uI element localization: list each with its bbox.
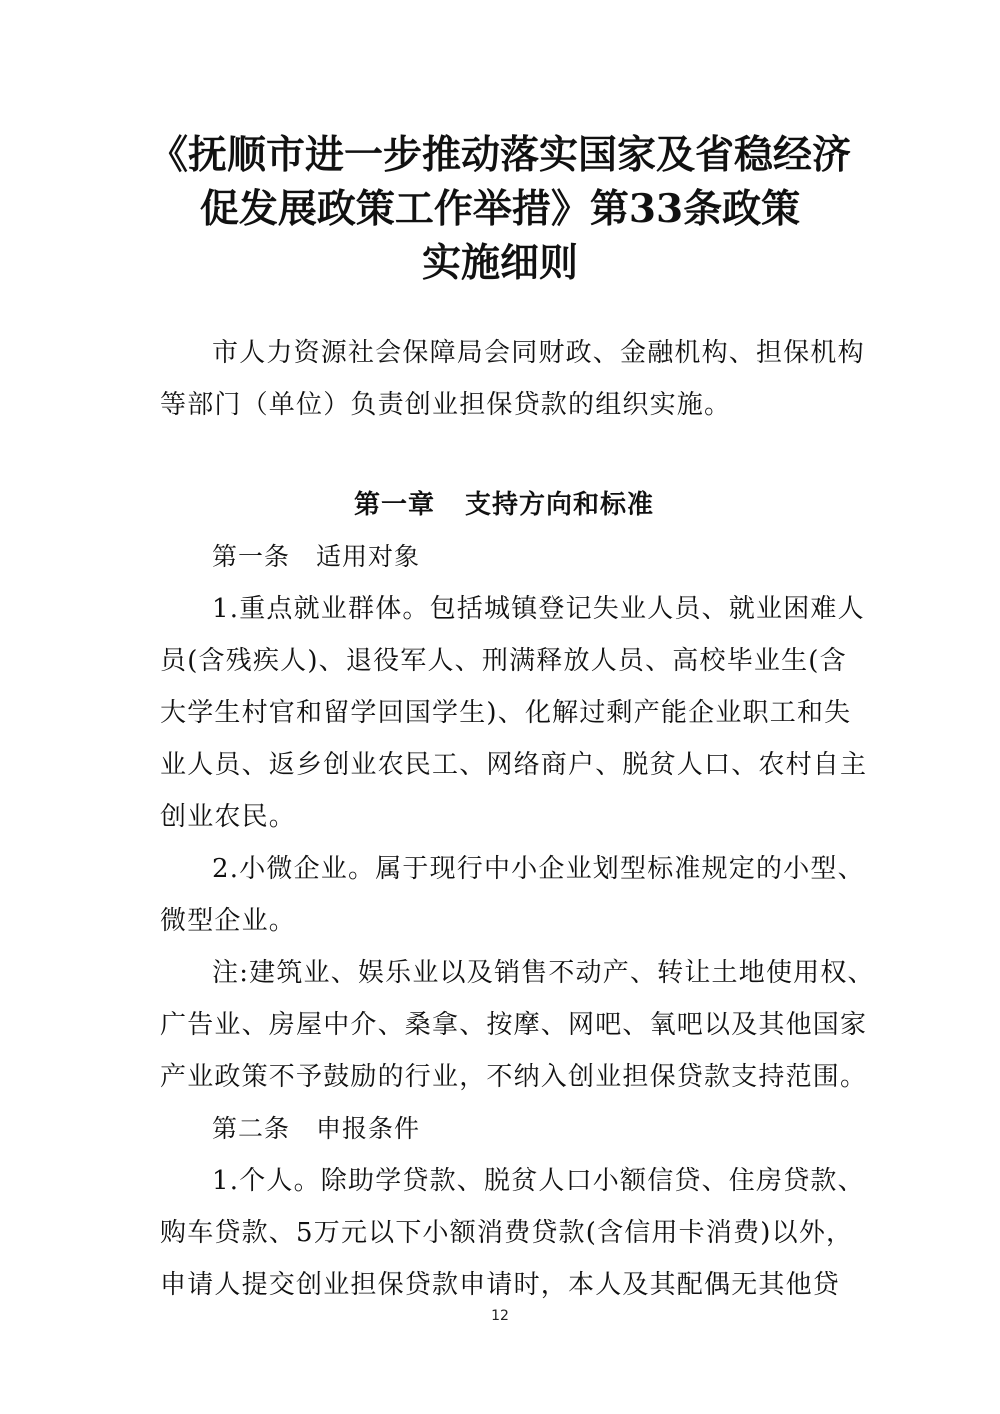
article-2-heading [160, 1103, 848, 1155]
article-1-item-1-line-4: 业人员、返乡创业农民工、网络商户、脱贫人口、农村自主 [160, 750, 868, 780]
article-1-note [160, 947, 875, 1103]
chapter-1-number: 第一章 [353, 490, 435, 520]
article-1-title: 适用对象 [316, 542, 421, 571]
article-2-item-1 [160, 1155, 865, 1311]
chapter-1-section [160, 479, 875, 1311]
intro-section [160, 327, 865, 431]
intro-line-1: 市人力资源社会保障局会同财政、金融机构、担保机构 [212, 338, 865, 368]
intro-paragraph [160, 327, 865, 431]
article-1-item-2-line-1: 2.小微企业。属于现行中小企业划型标准规定的小型、 [212, 854, 865, 884]
article-2-item-1-line-2: 购车贷款、5万元以下小额消费贷款(含信用卡消费)以外， [160, 1218, 854, 1248]
chapter-1-heading [160, 479, 848, 531]
chapter-1-title: 支持方向和标准 [465, 490, 655, 520]
article-1-item-1-line-5: 创业农民。 [160, 802, 297, 832]
article-1-item-1-line-3: 大学生村官和留学回国学生)、化解过剩产能企业职工和失 [160, 698, 852, 728]
article-1-item-1 [160, 583, 868, 843]
document-title [100, 128, 900, 290]
article-1-label: 第一条 [212, 542, 291, 571]
article-1-note-line-2: 广告业、房屋中介、桑拿、按摩、网吧、氧吧以及其他国家 [160, 1010, 868, 1040]
intro-line-2: 等部门（单位）负责创业担保贷款的组织实施。 [160, 390, 732, 420]
article-2-item-1-line-1: 1.个人。除助学贷款、脱贫人口小额信贷、住房贷款、 [212, 1166, 865, 1196]
page-number: 12 [491, 1308, 509, 1324]
article-2-title: 申报条件 [316, 1114, 421, 1143]
article-1-note-line-1: 注:建筑业、娱乐业以及销售不动产、转让土地使用权、 [212, 958, 875, 988]
title-line-2: 促发展政策工作举措》第33条政策 [199, 186, 801, 232]
title-line-1: 《抚顺市进一步推动落实国家及省稳经济 [148, 132, 851, 178]
article-2-item-1-line-3: 申请人提交创业担保贷款申请时，本人及其配偶无其他贷 [160, 1270, 841, 1300]
article-1-item-2 [160, 843, 865, 947]
article-1-item-1-line-1: 1.重点就业群体。包括城镇登记失业人员、就业困难人 [212, 594, 865, 624]
title-line-3: 实施细则 [421, 240, 578, 286]
article-1-item-1-line-2: 员(含残疾人)、退役军人、刑满释放人员、高校毕业生(含 [160, 646, 847, 676]
article-2-label: 第二条 [212, 1114, 291, 1143]
article-1-heading [160, 531, 848, 583]
article-1-item-2-line-2: 微型企业。 [160, 906, 297, 936]
article-1-note-line-3: 产业政策不予鼓励的行业，不纳入创业担保贷款支持范围。 [160, 1062, 868, 1092]
